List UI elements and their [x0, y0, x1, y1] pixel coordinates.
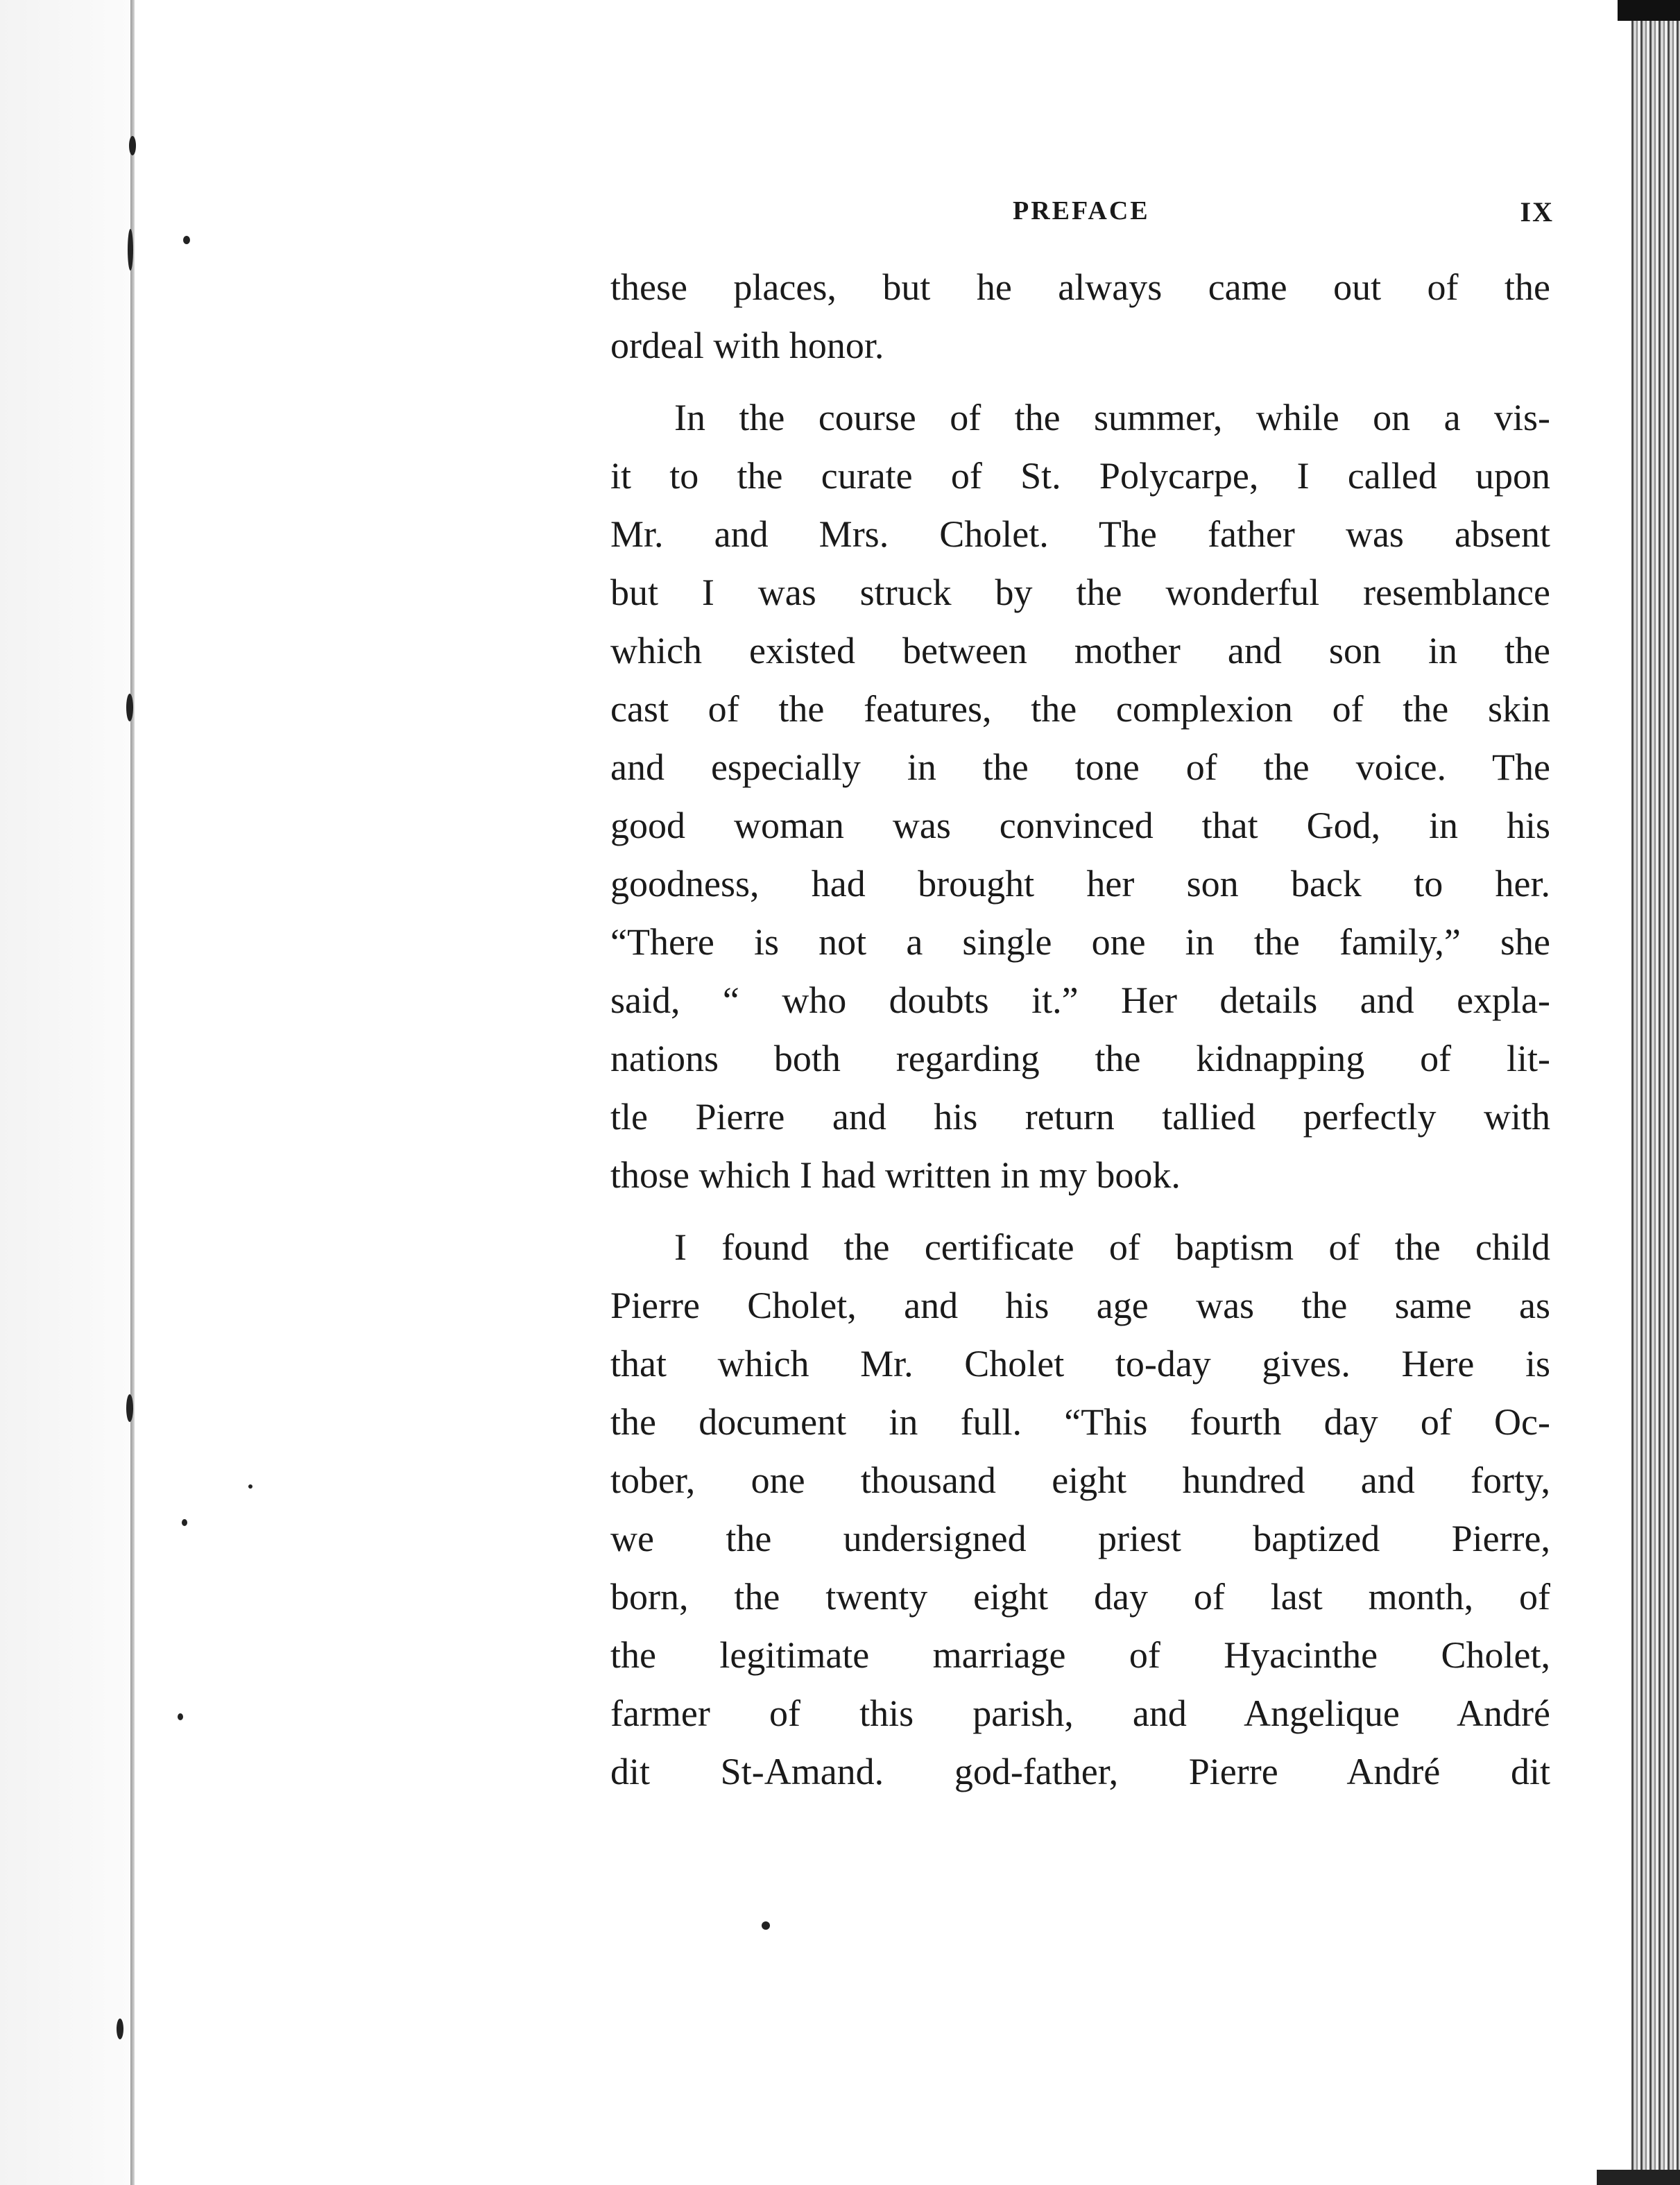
text-line: “There is not a single one in the family,” she — [610, 921, 1550, 963]
ink-speck — [117, 2019, 123, 2039]
left-page-margin — [0, 0, 130, 2185]
text-line: I found the certificate of baptism of the child — [674, 1226, 1550, 1268]
page-stack-top-shadow — [1618, 0, 1680, 21]
running-title: PREFACE — [1013, 196, 1150, 225]
ink-speck — [126, 1394, 133, 1422]
text-line: Pierre Cholet, and his age was the same as — [610, 1285, 1550, 1326]
text-line: tober, one thousand eight hundred and forty, — [610, 1459, 1550, 1501]
book-gutter — [130, 0, 135, 2185]
text-line: those which I had written in my book. — [610, 1154, 1181, 1196]
text-line: it to the curate of St. Polycarpe, I called upon — [610, 455, 1550, 497]
text-line: cast of the features, the complexion of the skin — [610, 688, 1550, 730]
text-line: these places, but he always came out of the — [610, 266, 1550, 308]
ink-speck — [182, 1519, 187, 1526]
text-line: In the course of the summer, while on a vis- — [674, 397, 1550, 438]
ink-speck — [762, 1921, 770, 1930]
text-line: the document in full. “This fourth day of Oc- — [610, 1401, 1550, 1443]
paragraph — [610, 388, 1550, 1204]
ink-speck — [129, 136, 136, 155]
ink-speck — [126, 694, 133, 721]
ink-speck — [178, 1713, 183, 1720]
body-text — [610, 258, 1550, 1801]
page-number: IX — [1520, 196, 1554, 228]
text-line: we the undersigned priest baptized Pierre, — [610, 1518, 1550, 1559]
text-line: farmer of this parish, and Angelique André — [610, 1693, 1550, 1734]
ink-speck — [128, 229, 133, 271]
ink-speck — [248, 1484, 252, 1489]
text-line: tle Pierre and his return tallied perfectly with — [610, 1096, 1550, 1138]
text-line: nations both regarding the kidnapping of lit- — [610, 1038, 1550, 1079]
paragraph — [610, 258, 1550, 375]
page-stack-edge — [1631, 0, 1680, 2185]
text-line: ordeal with honor. — [610, 325, 884, 366]
text-line: that which Mr. Cholet to-day gives. Here is — [610, 1343, 1550, 1385]
paragraph — [610, 1218, 1550, 1801]
text-line: but I was struck by the wonderful resemblance — [610, 572, 1550, 613]
page-stack-bottom-shadow — [1597, 2170, 1680, 2185]
text-line: dit St-Amand. god-father, Pierre André dit — [610, 1751, 1550, 1792]
text-line: good woman was convinced that God, in his — [610, 805, 1550, 846]
text-line: which existed between mother and son in the — [610, 630, 1550, 671]
text-line: Mr. and Mrs. Cholet. The father was absent — [610, 513, 1550, 555]
text-line: said, “ who doubts it.” Her details and expla- — [610, 979, 1550, 1021]
text-line: the legitimate marriage of Hyacinthe Cholet, — [610, 1634, 1550, 1676]
text-line: and especially in the tone of the voice. The — [610, 746, 1550, 788]
text-line: goodness, had brought her son back to her. — [610, 863, 1550, 905]
ink-speck — [183, 236, 190, 244]
running-head — [610, 196, 1561, 237]
text-line: born, the twenty eight day of last month, of — [610, 1576, 1550, 1618]
